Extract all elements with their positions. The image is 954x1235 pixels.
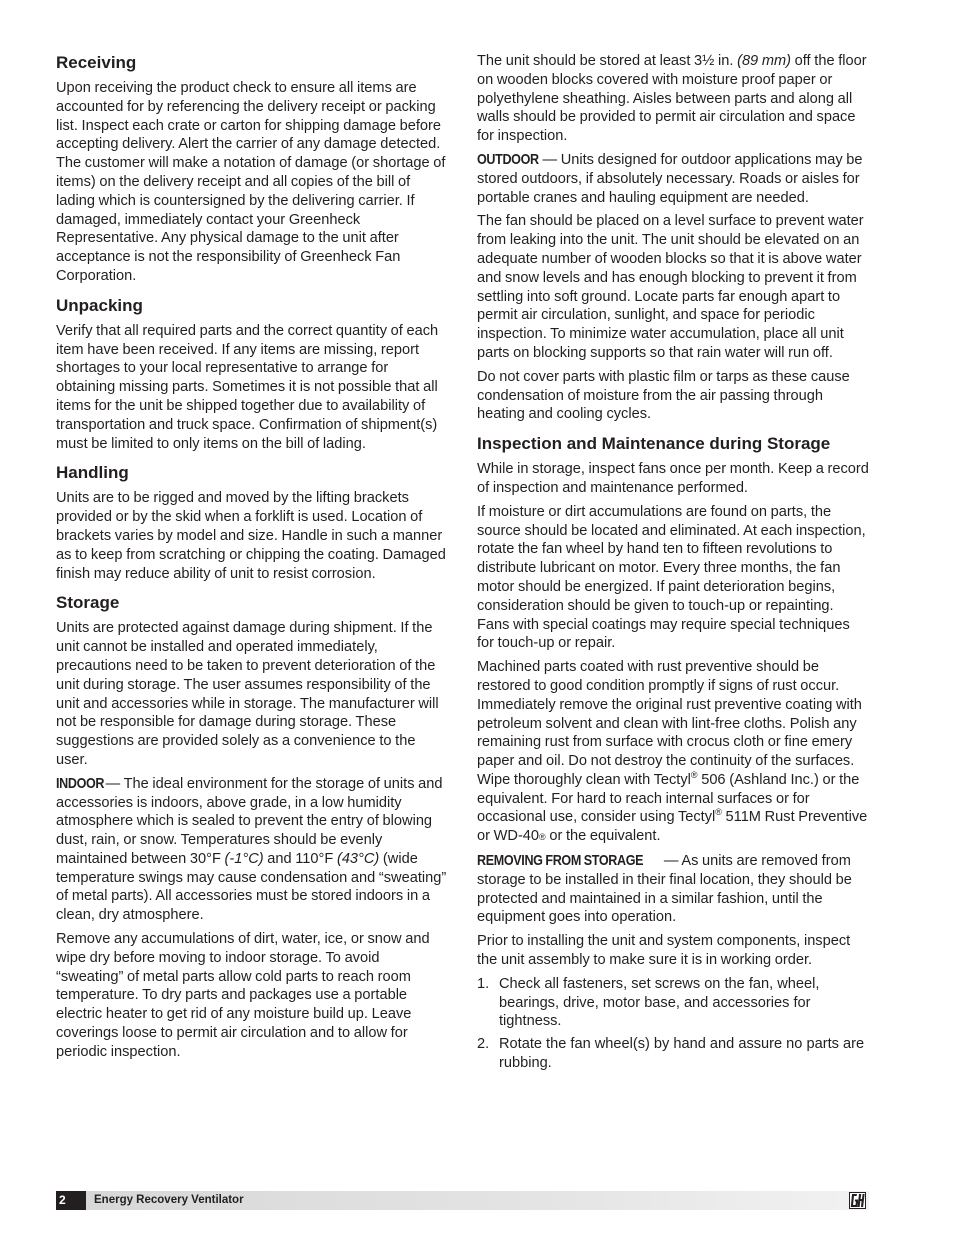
storage-heading: Storage: [56, 593, 120, 613]
indoor-label: INDOOR: [56, 775, 105, 792]
unpacking-body: Verify that all required parts and the correct quantity of each item have been received. If any items are missing, report shortages to your local representative to arrange for obtaining missing parts. Sometimes it is not possible that all items for the unit be shipped together due to availability of transportation and truck space. Confirmation of shipment(s) must be limited to only items on the bill of lading.: [56, 322, 439, 452]
indoor-metric-2: (43°C): [336, 850, 380, 867]
inspection-p3: [477, 658, 869, 847]
p3-c: 511M Rust Preventive or WD-40: [477, 809, 868, 845]
list-item-text: Rotate the fan wheel(s) by hand and assure no parts are rubbing.: [499, 1036, 865, 1072]
list-item: [477, 1035, 869, 1073]
storage-stored-paragraph: [477, 52, 869, 146]
list-item: [477, 975, 869, 1031]
prior-paragraph: Prior to installing the unit and system components, inspect the unit assembly to make sure it is in working order.: [477, 933, 851, 969]
inspection-p1: While in storage, inspect fans once per month. Keep a record of inspection and maintenance performed.: [477, 461, 869, 496]
removing-label: REMOVING FROM STORAGE: [477, 853, 644, 870]
handling-heading: Handling: [56, 463, 129, 483]
p3-a: Machined parts coated with rust preventive should be restored to good condition promptly if signs of rust occur. Immediately remove the original rust preventive coating with petroleum solvent and clean with lint-free cloths. Polish any remaining rust from surface with crocus cloth or fine emery paper and oil. Do not destroy the continuity of the surfaces. Wipe thoroughly clean with Tectyl: [477, 659, 862, 788]
storage-indoor-paragraph: [56, 775, 448, 925]
indoor-text-2: and 110°F: [263, 850, 337, 867]
storage-level-surface: The fan should be placed on a level surface to prevent water from leaking into the unit. The unit should be elevated on an adequate number of wooden blocks so that it is above water and snow levels and has enough blocking to prevent it from settling into soft ground. Locate parts far enough apart to permit air circulation, sunlight, and space for periodic inspection. To minimize water accumulation, place all unit parts on blocking supports so that rain water will run off.: [477, 213, 864, 361]
unpacking-heading: Unpacking: [56, 295, 143, 315]
steps-list: [477, 975, 869, 1073]
greenheck-logo-icon: [849, 1192, 866, 1209]
handling-body: Units are to be rigged and moved by the lifting brackets provided or by the skid when a forklift is used. Location of brackets varies by model and size. Handle in such a manner as to keep from scratching or chipping the coating. Damaged finish may reduce ability of unit to resist corrosion.: [56, 490, 446, 582]
storage-intro: Units are protected against damage during shipment. If the unit cannot be installed and operated immediately, precautions need to be taken to prevent deterioration of the unit during storage. The user assumes responsibility of the unit and accessories while in storage. The manufacturer will not be responsible for damage during storage. These suggestions are provided solely as a convenience to the user.: [56, 620, 439, 768]
p3-b: 506 (Ashland Inc.) or the equivalent. For hard to reach internal surfaces or for occasional use, consider using Tectyl: [477, 771, 860, 826]
indoor-metric-1: (-1°C): [224, 850, 264, 867]
page-number: 2: [56, 1191, 86, 1210]
receiving-heading: Receiving: [56, 53, 137, 72]
indoor-text-1: — The ideal environment for the storage of units and accessories is indoors, above grade, in a low humidity atmosphere which is sealed to prevent the entry of blowing dust, rain, or snow. Temperatures should be evenly maintained between 30°F: [56, 775, 443, 867]
registered-mark: ®: [690, 770, 698, 781]
right-column: [477, 52, 869, 1077]
storage-no-cover: Do not cover parts with plastic film or tarps as these cause condensation of moisture from the air passing through heating and cooling cycles.: [477, 368, 850, 423]
storage-outdoor-paragraph: [477, 151, 869, 207]
receiving-body: Upon receiving the product check to ensure all items are accounted for by referencing the delivery receipt or packing list. Inspect each crate or carton for shipping damage before accepting delivery. Alert the carrier of any damage detected. The customer will make a notation of damage (or shortage of items) on the delivery receipt and all copies of the bill of lading which is countersigned by the delivering carrier. If damaged, immediately contact your Greenheck Representative. Any physical damage to the unit after acceptance is not the responsibility of Greenheck Fan Corporation.: [56, 80, 446, 284]
footer-title: Energy Recovery Ventilator: [94, 1194, 244, 1206]
list-item-number: 2.: [477, 1036, 490, 1053]
storage-remove-accumulations: Remove any accumulations of dirt, water, ice, or snow and wipe dry before moving to indoor storage. To avoid “sweating” of metal parts allow cold parts to reach room temperature. To dry parts and packages use a portable electric heater to get rid of any moisture build up. Leave coverings loose to permit air circulation and to allow for periodic inspection.: [56, 931, 430, 1060]
outdoor-text: — Units designed for outdoor applications may be stored outdoors, if absolutely necessary. Roads or aisles for portable cranes and hauling equipment are needed.: [477, 151, 863, 206]
registered-mark: ®: [539, 832, 546, 843]
stored-text-2: off the floor on wooden blocks covered with moisture proof paper or polyethylene sheathing. Aisles between parts and along all walls should be provided to permit air circulation and space for inspection.: [477, 53, 867, 145]
list-item-number: 1.: [477, 975, 490, 992]
list-item-text: Check all fasteners, set screws on the fan, wheel, bearings, drive, motor base, and accessories for tightness.: [499, 975, 820, 1030]
inspection-p2: If moisture or dirt accumulations are found on parts, the source should be located and eliminated. At each inspection, rotate the fan wheel by hand ten to fifteen revolutions to distribute lubricant on motor. Every three months, the fan motor should be energized. If paint deterioration begins, consideration should be given to touch-up or repainting. Fans with special coatings may require special techniques for touch-up or repair.: [477, 503, 866, 652]
stored-metric: (89 mm): [737, 53, 791, 69]
left-column: [56, 52, 448, 1067]
registered-mark: ®: [715, 807, 722, 818]
removing-paragraph: [477, 852, 869, 927]
stored-text-1: The unit should be stored at least 3½ in.: [477, 53, 738, 69]
p3-d: or the equivalent.: [545, 828, 661, 845]
page-footer: [56, 1191, 869, 1210]
indoor-text-3: (wide temperature swings may cause condensation and “sweating” of metal parts). All accessories must be stored indoors in a clean, dry atmosphere.: [56, 850, 447, 924]
outdoor-label: OUTDOOR: [477, 151, 539, 168]
removing-text: — As units are removed from storage to be installed in their final location, they should be protected and maintained in a similar fashion, until the equipment goes into operation.: [477, 853, 852, 926]
inspection-heading: Inspection and Maintenance during Storage: [477, 434, 831, 454]
